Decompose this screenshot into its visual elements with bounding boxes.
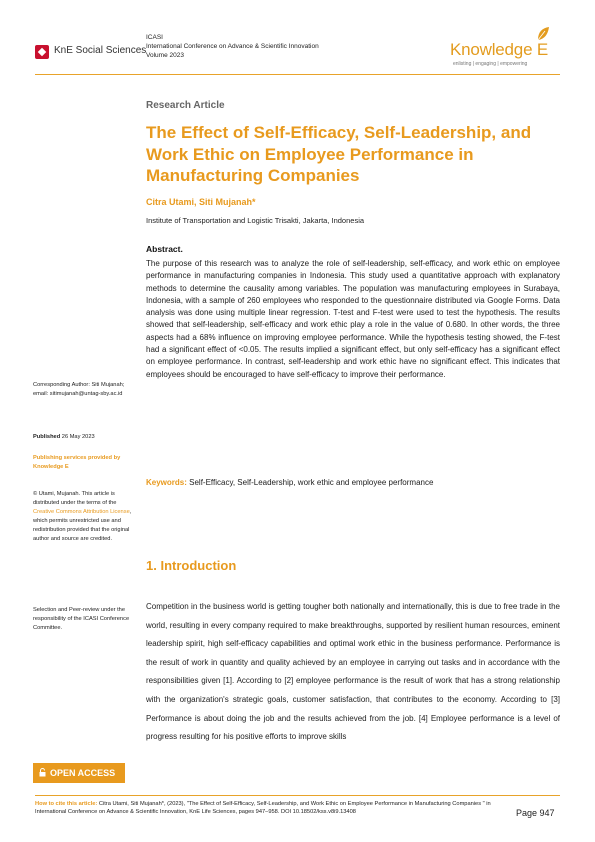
kne-logo-icon (35, 45, 49, 59)
authors: Citra Utami, Siti Mujanah* (146, 197, 256, 207)
brand-name: Knowledge E (450, 40, 548, 59)
corresponding-author: Corresponding Author: Siti Mujanah; email: sitimujanah@untag-sby.ac.id (33, 382, 125, 397)
article-title: The Effect of Self-Efficacy, Self-Leadership, and Work Ethic on Employee Performance in Manufacturing Companies (146, 123, 532, 185)
peer-review-notice: Selection and Peer-review under the responsibility of the ICASI Conference Committee. (33, 607, 130, 631)
publisher-name: KnE Social Sciences (54, 45, 147, 56)
volume: Volume 2023 (146, 52, 184, 59)
brand-tagline: enlisting | engaging | empowering (453, 61, 528, 67)
keywords (146, 478, 560, 487)
article-type: Research Article (146, 100, 225, 111)
license-prefix: © Utami, Mujanah. This article is distributed under the terms of the (33, 491, 117, 506)
license-suffix: , which permits unrestricted use and redistribution provided that the original author and source are credited. (33, 509, 132, 542)
kne-social-sciences-logo (35, 42, 147, 64)
keywords-list: Self-Efficacy, Self-Leadership, work ethic and employee performance (189, 478, 434, 487)
license-notice (33, 490, 133, 544)
license-link[interactable]: Creative Commons Attribution License (33, 509, 130, 515)
cite-label: How to cite this article: (35, 801, 98, 807)
introduction-text: Competition in the business world is getting tougher both nationally and internationally, this is due to free trade in the world, resulting in every company required to make breakthroughs, supported by resilient human resources, eminent leadership spirit, high self-efficacy capabilities and optimal work ethic in the business performance. Performance is the result of work in quantity and quality achieved by an employee in carrying out tasks and in accordance with the responsibilities given [1]. According to [2] employee performance is the result of work that has a strong relationship with the organization's strategic goals, customer satisfaction, that contributes to the economy. According to [3] Performance is about doing the job and the results achieved from the job. [4] Employee performance is a level of progress resulting for his positive efforts to improve skills (146, 602, 560, 742)
keywords-label: Keywords: (146, 478, 187, 487)
open-access-badge (33, 763, 125, 783)
open-lock-icon (39, 768, 46, 777)
header-divider (35, 74, 560, 75)
open-access-label: OPEN ACCESS (50, 768, 116, 778)
affiliation: Institute of Transportation and Logistic Trisakti, Jakarta, Indonesia (146, 216, 365, 225)
journal-meta (146, 33, 319, 60)
citation-text: Citra Utami, Siti Mujanah*, (2023), "The Effect of Self-Efficacy, Self-Leadership, and Work Ethic on Employee Performance in Manufacturing Companies " in International Conference on Advance & Scientific Innovation, KnE Life Sciences, pages 947–958. DOI 10.18502/kss.v8i9.13408 (35, 801, 491, 816)
citation-footer (35, 800, 515, 817)
publishing-services: Publishing services provided by Knowledge E (33, 455, 121, 470)
series-name: ICASI (146, 34, 163, 41)
published-info (33, 433, 133, 442)
abstract-text: The purpose of this research was to analyze the role of self-leadership, self-efficacy, and work ethic on employee performance in manufacturing companies in Indonesia. This study used a quantitative approach with explanatory methods to determine the causality among variables. The population was manufacturing employees in Surabaya, Indonesia, with a sample of 260 employees who responded to the questionnaire distributed via Google Forms. Data analysis was done using multiple linear regression. T-test and F-test were used to test the hypothesis. The results showed that self-leadership, self-efficacy and work ethic play a role in the value of 0.680. In other words, the three aspects had a 68% influence on improving employee performance. While the hypothesis testing showed, the F-test had a significant effect of <0.05. The results implied a significant effect, but only self-efficacy has a significant effect on employee performance. In contrast, self-leadership and work ethic have no significant effect. This indicates that employees should be encouraged to have self-efficacy to improve their performance. (146, 259, 560, 379)
section-heading-introduction: 1. Introduction (146, 558, 237, 573)
published-label: Published (33, 434, 61, 440)
page-number: Page 947 (516, 808, 555, 818)
abstract-heading: Abstract. (146, 244, 183, 254)
conference-name: International Conference on Advance & Scientific Innovation (146, 43, 319, 50)
footer-divider (35, 795, 560, 796)
published-date: 26 May 2023 (61, 434, 95, 440)
knowledge-e-logo (450, 26, 560, 68)
